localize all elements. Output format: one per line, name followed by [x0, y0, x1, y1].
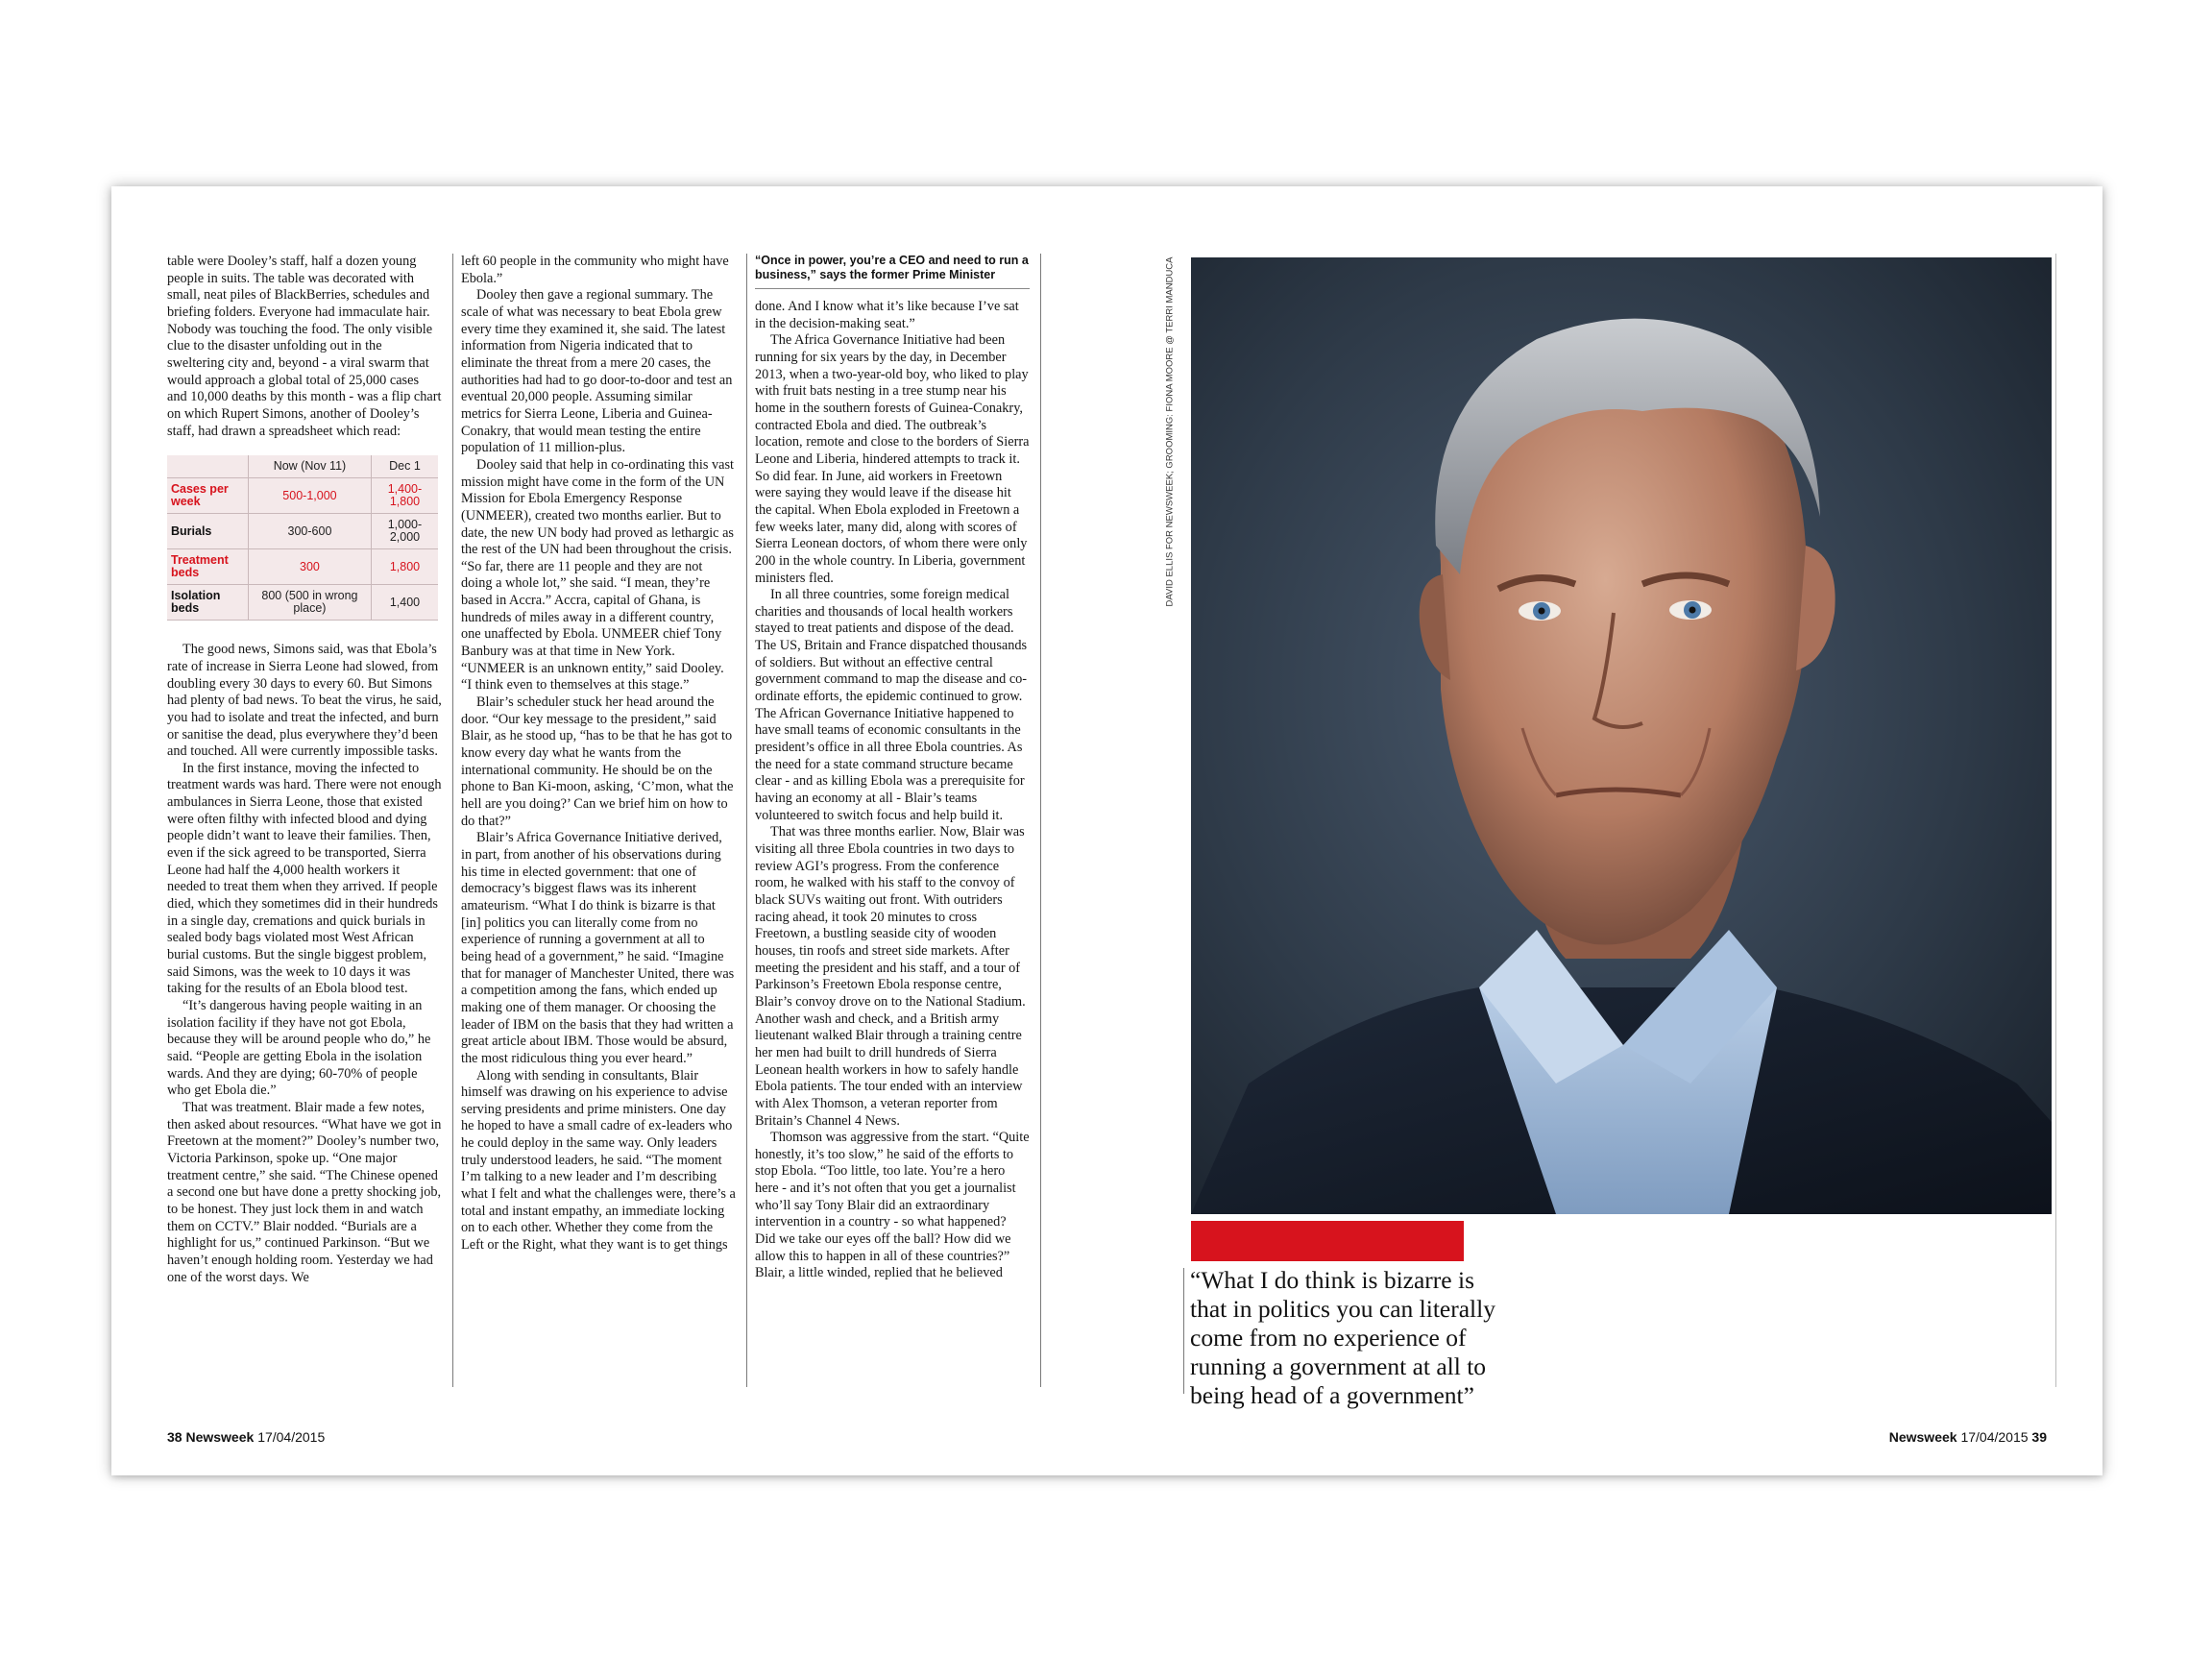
body-paragraph: The good news, Simons said, was that Ebola’s rate of increase in Sierra Leone had slowed, from doubling every 30 days to every 60. But Simons had plenty of bad news. To beat the virus, he said, you had to isolate and treat the infected, and burn or sanitise the dead, plus everywhere they’d been and touched. All were currently impossible tasks.	[167, 642, 442, 760]
body-paragraph: The Africa Governance Initiative had been running for six years by the day, in December 2013, when a two-year-old boy, who liked to play with fruit bats nesting in a tree stump near his home in the southern forests of Guinea-Conakry, contracted Ebola and died. The outbreak’s location, remote and close to the borders of Sierra Leone and Liberia, hindered attempts to track it. So did fear. In June, aid workers in Freetown were saying they would leave if the disease hit the capital. When Ebola exploded in Freetown a few weeks later, many did, along with scores of Sierra Leonean doctors, of whom there were only 200 in the whole country. In Liberia, government ministers fled.	[755, 332, 1030, 586]
table-cell: 1,400	[371, 585, 438, 621]
article-column-1	[167, 254, 442, 1397]
table-row	[167, 549, 438, 585]
column-divider	[746, 254, 747, 1387]
table-cell: 1,400-1,800	[371, 478, 438, 514]
article-column-2	[461, 254, 736, 1397]
page-number: 38	[167, 1429, 182, 1445]
pull-quote-red-bar	[1191, 1221, 1464, 1261]
body-paragraph: “It’s dangerous having people waiting in an isolation facility if they have not got Ebola, because they will be around people who do,” he said. “People are getting Ebola in the isolation wards. And they are dying; 60-70% of people who get Ebola die.”	[167, 998, 431, 1099]
body-paragraph: That was treatment. Blair made a few notes, then asked about resources. “What have we got in Freetown at the moment?” Dooley’s number two, Victoria Parkinson, spoke up. “One major treatment centre,” she said. “The Chinese opened a second one but have done a pretty shocking job, to be honest. They just lock them in and watch them on CCTV.” Blair nodded. “Burials are a highlight for us,” continued Parkinson. “But we haven’t enough holding room. Yesterday we had one of the worst days. We	[167, 1099, 442, 1285]
column-divider	[452, 254, 453, 1387]
body-paragraph: Blair’s Africa Governance Initiative derived, in part, from another of his observations during his time in elected government: that one of democracy’s biggest flaws was its inherent amateurism. “What I do think is bizarre is that [in] politics you can literally come from no experience of running a government at all to being head of a government,” he said. “Imagine that for manager of Manchester United, there was a competition among the fans, which ended up making one of them manager. Or choosing the leader of IBM on the basis that they had written a great article about IBM. Those would be absurd, the most ridiculous thing you ever heard.”	[461, 830, 735, 1066]
pull-quote: “What I do think is bizarre is that in politics you can literally come from no experience of running a government at all to being head of a government”	[1190, 1266, 1495, 1409]
table-cell: 1,800	[371, 549, 438, 585]
photo-credit-text: DAVID ELLIS FOR NEWSWEEK; GROOMING: FIONA MOORE @ TERRI MANDUCA	[1164, 256, 1176, 607]
folio-left	[167, 1429, 325, 1445]
body-paragraph: In the first instance, moving the infected to treatment wards was hard. There were not enough ambulances in Sierra Leone, those that existed were often filthy with infected blood and dying people didn’t want to leave their families. Then, even if the sick agreed to be transported, Sierra Leone had half the 4,000 health workers it needed to treat them when they arrived. If people died, which they sometimes did in their hundreds in a single day, cremations and quick burials in sealed body bags violated most West African burial customs. But the single biggest problem, said Simons, was the week to 10 days it was taking for the results of an Ebola blood test.	[167, 760, 442, 997]
body-paragraph: Dooley said that help in co-ordinating this vast mission might have come in the form of the UN Mission for Ebola Emergency Response (UNMEER), created two months earlier. But to date, the new UN body had proved as lethargic as the rest of the UN had been throughout the crisis. “So far, there are 11 people and they are not doing a whole lot,” she said. “I mean, they’re based in Accra.” Accra, capital of Ghana, is hundreds of miles away in a different country, one unaffected by Ebola. UNMEER chief Tony Banbury was at that time in New York. “UNMEER is an unknown entity,” said Dooley. “I think even to themselves at this stage.”	[461, 456, 735, 694]
table-cell: 1,000-2,000	[371, 514, 438, 549]
table-header-row	[167, 455, 438, 478]
pull-quote-rule	[1183, 1268, 1184, 1394]
table-cell: 800 (500 in wrong place)	[249, 585, 372, 621]
portrait-photo	[1191, 257, 2052, 1214]
folio-right	[1889, 1429, 2047, 1445]
body-paragraph: left 60 people in the community who might have Ebola.”	[461, 254, 729, 286]
table-header	[167, 455, 249, 478]
column-divider	[1040, 254, 1041, 1387]
body-paragraph: done. And I know what it’s like because I’ve sat in the decision-making seat.”	[755, 299, 1019, 331]
table-row-label: Cases per week	[167, 478, 249, 514]
body-paragraph: That was three months earlier. Now, Blair was visiting all three Ebola countries in two days to review AGI’s progress. From the conference room, he walked with his staff to the convoy of black SUVs waiting out front. With outriders racing ahead, it took 20 minutes to cross Freetown, a bustling seaside city of wooden houses, tin roofs and street side markets. After meeting the president and his staff, and a tour of Parkinson’s Freetown Ebola response centre, Blair’s convoy drove on to the National Stadium. Another wash and check, and a British army lieutenant walked Blair through a training centre her men had built to drill hundreds of Sierra Leonean health workers in how to safely handle Ebola patients. The tour ended with an interview with Alex Thomson, a veteran reporter from Britain’s Channel 4 News.	[755, 824, 1026, 1129]
table-row-label: Isolation beds	[167, 585, 249, 621]
portrait-illustration	[1191, 257, 2052, 1214]
body-paragraph: Blair’s scheduler stuck her head around the door. “Our key message to the president,” said Blair, as he stood up, “has to be that he has got to know every day what he wants from the international community. He should be on the phone to Ban Ki-moon, asking, ‘C’mon, what the hell are you doing?’ Can we brief him on how to do that?”	[461, 694, 734, 829]
article-column-3	[755, 254, 1030, 1397]
table-row	[167, 478, 438, 514]
issue-date: 17/04/2015	[257, 1429, 326, 1445]
table-cell: 300	[249, 549, 372, 585]
small-pull-quote: “Once in power, you’re a CEO and need to run a business,” says the former Prime Minister	[755, 254, 1030, 289]
issue-date: 17/04/2015	[1960, 1429, 2029, 1445]
body-paragraph: Along with sending in consultants, Blair himself was drawing on his experience to advise serving presidents and prime ministers. One day he hoped to have a small cadre of ex-leaders who he could deploy in the same way. Only leaders truly understood leaders, he said. “The moment I’m talking to a new leader and I’m describing what I felt and what the challenges were, there’s a total and instant empathy, an immediate locking on to each other. Whether they come from the Left or the Right, what they want is to get things	[461, 1067, 736, 1254]
magazine-brand: Newsweek	[185, 1429, 255, 1445]
table-cell: 300-600	[249, 514, 372, 549]
magazine-spread	[111, 186, 2103, 1475]
table-row-label: Treatment beds	[167, 549, 249, 585]
body-paragraph: table were Dooley’s staff, half a dozen young people in suits. The table was decorated with small, neat piles of BlackBerries, schedules and briefing folders. Everyone had immaculate hair. Nobody was touching the food. The only visible clue to the disaster unfolding out in the sweltering city and, beyond - a viral swarm that would approach a global total of 25,000 cases and 10,000 deaths by this month - was a flip chart on which Rupert Simons, another of Dooley’s staff, had drawn a spreadsheet which read:	[167, 254, 442, 439]
photo-credit	[1163, 254, 1177, 657]
table-cell: 500-1,000	[249, 478, 372, 514]
body-paragraph: In all three countries, some foreign medical charities and thousands of local health workers stayed to treat patients and dispose of the dead. The US, Britain and France dispatched thousands of soldiers. But without an effective central government command to map the disease and co-ordinate efforts, the epidemic continued to grow. The African Governance Initiative happened to have small teams of economic consultants in the president’s office in all three Ebola countries. As the need for a state command structure became clear - and as killing Ebola was a prerequisite for having an economy at all - Blair’s teams volunteered to switch focus and help build it.	[755, 587, 1028, 823]
spreadsheet-table	[167, 455, 438, 621]
table-row-label: Burials	[167, 514, 249, 549]
body-paragraph: Thomson was aggressive from the start. “Quite honestly, it’s too slow,” he said of the efforts to stop Ebola. “Too little, too late. You’re a hero here - and it’s not often that you get a journalist who’ll say Tony Blair did an extraordinary intervention in a country - so what happened? Did we take our eyes off the ball? How did we allow this to happen in all of these countries?” Blair, a little winded, replied that he believed	[755, 1130, 1030, 1281]
table-row	[167, 585, 438, 621]
page-edge-rule	[2055, 254, 2056, 1387]
table-header: Now (Nov 11)	[249, 455, 372, 478]
magazine-brand: Newsweek	[1888, 1429, 1957, 1445]
body-paragraph: Dooley then gave a regional summary. The scale of what was necessary to beat Ebola grew every time they examined it, she said. The latest information from Nigeria indicated that to eliminate the threat from a mere 20 cases, the authorities had had to go door-to-door and test an eventual 20,000 people. Assuming similar metrics for Sierra Leone, Liberia and Guinea-Conakry, that would mean testing the entire population of 11 million-plus.	[461, 287, 733, 456]
table-row	[167, 514, 438, 549]
table-header: Dec 1	[371, 455, 438, 478]
page-number: 39	[2031, 1429, 2047, 1445]
